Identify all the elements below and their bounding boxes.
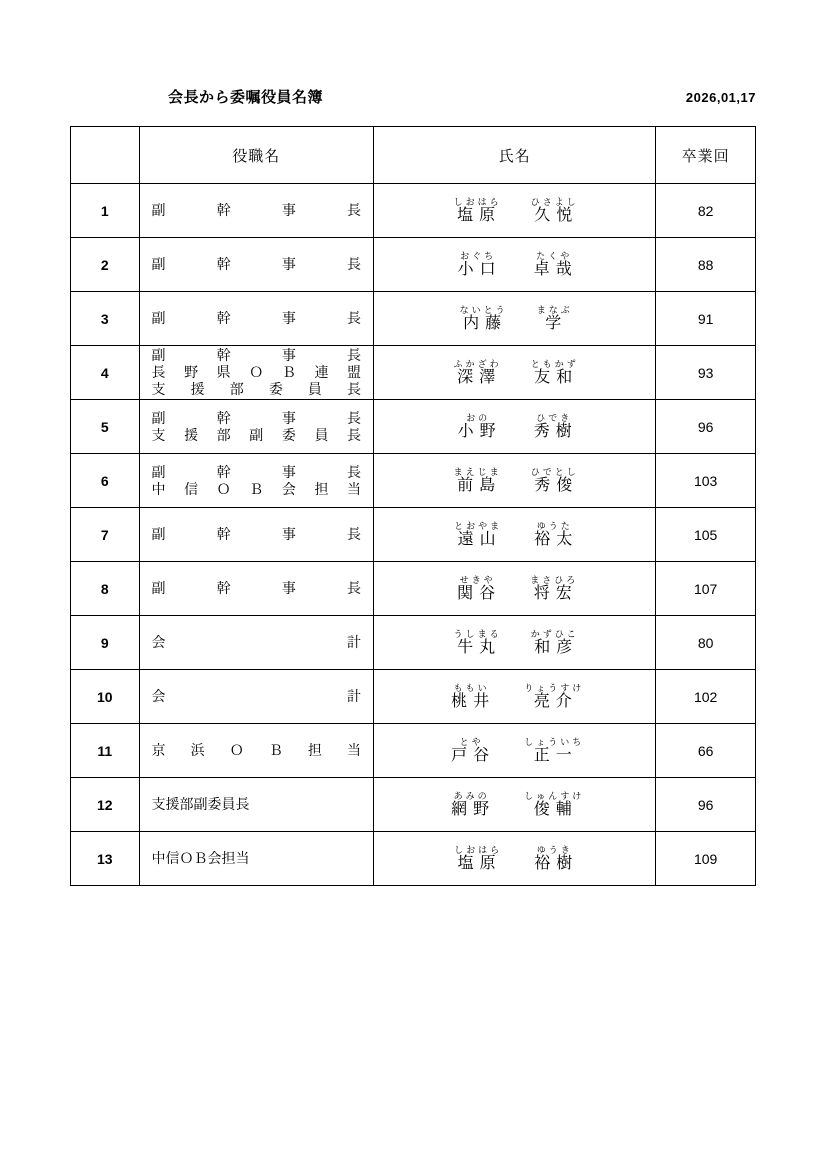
graduation-number: 93	[656, 346, 756, 400]
given-name-furigana: ゆうき	[536, 844, 573, 855]
name-with-furigana	[374, 359, 655, 387]
given-name-furigana: かずひこ	[530, 628, 579, 639]
role-line: 中信ＯＢ会担当	[151, 480, 362, 497]
surname	[451, 197, 502, 225]
surname	[451, 629, 502, 657]
row-number: 1	[71, 184, 140, 238]
row-number: 8	[71, 562, 140, 616]
row-number: 11	[71, 724, 140, 778]
role-cell	[139, 238, 374, 292]
table-row	[71, 778, 756, 832]
name-with-furigana	[374, 575, 655, 603]
graduation-number: 96	[656, 778, 756, 832]
table-row	[71, 670, 756, 724]
given-name-kanji: 正一	[533, 746, 578, 764]
row-number: 12	[71, 778, 140, 832]
table-row	[71, 292, 756, 346]
name-cell	[374, 238, 656, 292]
given-name-kanji: 秀樹	[533, 422, 578, 440]
name-with-furigana	[374, 413, 655, 441]
surname-kanji: 前島	[457, 476, 502, 494]
name-with-furigana	[374, 467, 655, 495]
role-line: 京浜ＯＢ担当	[151, 742, 362, 758]
given-name-kanji: 久悦	[534, 206, 579, 224]
given-name-furigana: まなぶ	[536, 304, 573, 315]
table-row	[71, 562, 756, 616]
given-name-furigana: ひでき	[536, 412, 573, 423]
role-cell	[139, 400, 374, 454]
name-with-furigana	[374, 845, 655, 873]
surname	[457, 305, 508, 333]
name-cell	[374, 184, 656, 238]
table-row	[71, 346, 756, 400]
given-name	[528, 845, 578, 873]
graduation-number: 80	[656, 616, 756, 670]
name-cell	[374, 670, 656, 724]
surname-kanji: 深澤	[457, 368, 502, 386]
surname	[452, 413, 502, 441]
row-number: 2	[71, 238, 140, 292]
table-row	[71, 832, 756, 886]
surname	[451, 359, 502, 387]
name-with-furigana	[374, 629, 655, 657]
row-number: 4	[71, 346, 140, 400]
role-line: 副 幹 事 長	[151, 310, 362, 326]
row-number: 7	[71, 508, 140, 562]
surname-kanji: 内藤	[463, 314, 508, 332]
surname-furigana: しおはら	[454, 844, 503, 855]
role-cell	[139, 832, 374, 886]
surname-furigana: おの	[466, 412, 491, 423]
row-number: 3	[71, 292, 140, 346]
role-line: 副 幹 事 長	[151, 409, 362, 426]
given-name-furigana: しゅんすけ	[524, 790, 585, 801]
surname-furigana: ももい	[453, 682, 490, 693]
given-name-kanji: 俊輔	[533, 800, 578, 818]
role-cell	[139, 508, 374, 562]
surname-kanji: 遠山	[457, 530, 502, 548]
given-name-kanji: 裕樹	[534, 854, 579, 872]
surname-kanji: 小野	[457, 422, 502, 440]
graduation-number: 102	[656, 670, 756, 724]
name-cell	[374, 400, 656, 454]
graduation-number: 105	[656, 508, 756, 562]
graduation-number: 103	[656, 454, 756, 508]
given-name	[528, 413, 578, 441]
row-number: 6	[71, 454, 140, 508]
surname	[451, 845, 502, 873]
given-name-kanji: 亮介	[533, 692, 578, 710]
graduation-number: 66	[656, 724, 756, 778]
table-row	[71, 724, 756, 778]
role-cell	[139, 454, 374, 508]
role-cell	[139, 292, 374, 346]
role-line: 副 幹 事 長	[151, 526, 362, 542]
table-row	[71, 508, 756, 562]
given-name	[527, 575, 578, 603]
table-row	[71, 184, 756, 238]
role-cell	[139, 184, 374, 238]
name-cell	[374, 562, 656, 616]
given-name	[534, 305, 573, 333]
surname-kanji: 塩原	[457, 854, 502, 872]
document-header	[70, 86, 756, 107]
surname-kanji: 網野	[451, 800, 496, 818]
name-cell	[374, 724, 656, 778]
given-name-kanji: 学	[545, 314, 568, 332]
surname	[445, 683, 495, 711]
surname-furigana: とや	[459, 736, 484, 747]
role-line: 中信ＯＢ会担当	[151, 850, 250, 866]
column-header-role: 役職名	[139, 127, 374, 184]
role-line: 支援部副委員長	[151, 426, 362, 443]
given-name-furigana: りょうすけ	[524, 682, 585, 693]
surname	[451, 575, 501, 603]
role-line: 副 幹 事 長	[151, 463, 362, 480]
surname	[445, 737, 495, 765]
role-line: 副 幹 事 長	[151, 580, 362, 596]
name-with-furigana	[374, 521, 655, 549]
given-name	[521, 737, 584, 765]
name-cell	[374, 292, 656, 346]
given-name	[528, 359, 579, 387]
given-name	[528, 251, 578, 279]
surname	[451, 521, 502, 549]
surname-kanji: 関谷	[457, 584, 502, 602]
given-name-furigana: ともかず	[530, 358, 579, 369]
row-number: 9	[71, 616, 140, 670]
name-with-furigana	[374, 791, 655, 819]
table-row	[71, 238, 756, 292]
column-header-name: 氏名	[374, 127, 656, 184]
graduation-number: 88	[656, 238, 756, 292]
column-header-graduation: 卒業回	[656, 127, 756, 184]
surname-kanji: 塩原	[457, 206, 502, 224]
table-row	[71, 616, 756, 670]
given-name-furigana: たくや	[536, 250, 573, 261]
role-cell	[139, 724, 374, 778]
role-line: 会 計	[151, 688, 362, 704]
role-line: 副 幹 事 長	[151, 347, 362, 363]
name-with-furigana	[374, 683, 655, 711]
given-name-furigana: まさひろ	[530, 574, 579, 585]
surname	[445, 791, 495, 819]
name-cell	[374, 832, 656, 886]
role-line: 副 幹 事 長	[151, 256, 362, 272]
surname	[452, 251, 502, 279]
graduation-number: 109	[656, 832, 756, 886]
graduation-number: 96	[656, 400, 756, 454]
graduation-number: 91	[656, 292, 756, 346]
given-name	[528, 197, 579, 225]
role-cell	[139, 778, 374, 832]
surname-furigana: ないとう	[459, 304, 508, 315]
name-cell	[374, 616, 656, 670]
document-date: 2026,01,17	[685, 90, 756, 105]
given-name-furigana: ひでとし	[530, 466, 579, 477]
surname-kanji: 戸谷	[451, 746, 496, 764]
surname	[451, 467, 502, 495]
given-name-kanji: 将宏	[533, 584, 578, 602]
surname-kanji: 桃井	[451, 692, 496, 710]
name-cell	[374, 778, 656, 832]
name-cell	[374, 454, 656, 508]
given-name-kanji: 和彦	[534, 638, 579, 656]
given-name-kanji: 友和	[534, 368, 579, 386]
roster-body	[71, 184, 756, 886]
given-name-kanji: 秀俊	[534, 476, 579, 494]
given-name	[528, 629, 579, 657]
given-name-furigana: しょういち	[524, 736, 585, 747]
surname-furigana: うしまる	[453, 628, 502, 639]
role-cell	[139, 616, 374, 670]
surname-furigana: とおやま	[454, 520, 503, 531]
column-header-number	[71, 127, 140, 184]
surname-furigana: おぐち	[460, 250, 497, 261]
surname-kanji: 小口	[457, 260, 502, 278]
name-cell	[374, 508, 656, 562]
given-name	[528, 467, 579, 495]
surname-furigana: ふかざわ	[453, 358, 502, 369]
role-line: 会 計	[151, 634, 362, 650]
table-header-row	[71, 127, 756, 184]
role-cell	[139, 562, 374, 616]
role-cell	[139, 670, 374, 724]
given-name-furigana: ひさよし	[530, 196, 579, 207]
surname-furigana: あみの	[453, 790, 490, 801]
given-name	[521, 791, 584, 819]
name-cell	[374, 346, 656, 400]
table-row	[71, 454, 756, 508]
row-number: 10	[71, 670, 140, 724]
graduation-number: 107	[656, 562, 756, 616]
role-line: 副 幹 事 長	[151, 202, 362, 218]
roster-table	[70, 126, 756, 886]
graduation-number: 82	[656, 184, 756, 238]
given-name-kanji: 卓哉	[533, 260, 578, 278]
given-name	[528, 521, 578, 549]
row-number: 5	[71, 400, 140, 454]
table-row	[71, 400, 756, 454]
row-number: 13	[71, 832, 140, 886]
given-name-kanji: 裕太	[534, 530, 579, 548]
given-name	[521, 683, 584, 711]
name-with-furigana	[374, 197, 655, 225]
name-with-furigana	[374, 737, 655, 765]
given-name-furigana: ゆうた	[536, 520, 573, 531]
page-title: 会長から委嘱役員名簿	[168, 89, 324, 106]
role-line: 支援部委員長	[151, 381, 362, 397]
surname-furigana: せきや	[459, 574, 496, 585]
role-cell	[139, 346, 374, 400]
surname-furigana: まえじま	[453, 466, 502, 477]
surname-furigana: しおはら	[453, 196, 502, 207]
role-line: 長野県ＯＢ連盟	[151, 364, 362, 380]
surname-kanji: 牛丸	[457, 638, 502, 656]
name-with-furigana	[374, 305, 655, 333]
role-line: 支援部副委員長	[151, 796, 250, 812]
name-with-furigana	[374, 251, 655, 279]
